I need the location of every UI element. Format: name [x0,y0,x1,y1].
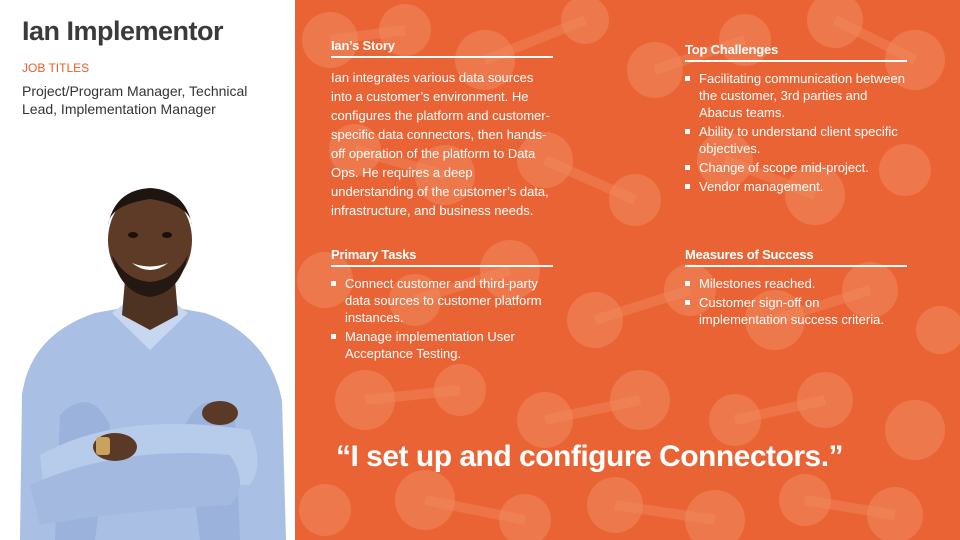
success-section [685,247,907,330]
list-item-text: Manage implementation User Acceptance Testing. [345,329,515,361]
bullet-icon [331,334,336,339]
list-item [685,275,907,292]
challenges-section [685,42,907,197]
list-item-text: Customer sign-off on implementation success criteria. [699,295,884,327]
list-item-text: Vendor management. [699,179,824,194]
bullet-icon [685,184,690,189]
bullet-icon [685,76,690,81]
list-item-text: Milestones reached. [699,276,816,291]
story-heading: Ian’s Story [331,38,553,58]
bullet-icon [685,129,690,134]
bullet-icon [685,300,690,305]
list-item-text: Facilitating communication between the customer, 3rd parties and Abacus teams. [699,71,905,120]
tasks-heading: Primary Tasks [331,247,553,267]
success-heading: Measures of Success [685,247,907,267]
story-section [331,38,553,220]
list-item [685,70,907,121]
list-item [685,294,907,328]
bullet-icon [685,281,690,286]
list-item [685,123,907,157]
list-item-text: Ability to understand client specific objectives. [699,124,898,156]
challenges-heading: Top Challenges [685,42,907,62]
list-item [685,178,907,195]
bullet-icon [331,281,336,286]
list-item [331,275,553,326]
list-item [331,328,553,362]
challenges-list [685,70,907,195]
bullet-icon [685,165,690,170]
persona-panel [0,0,295,540]
tasks-section [331,247,553,364]
story-text: Ian integrates various data sources into a customer’s environment. He configures the platform and customer-specific data connectors, then hands-off operation of the platform to Data Ops. He requires a deep understanding of the customer’s data, infrastructure, and business needs. [331,70,550,218]
persona-name: Ian Implementor [22,16,224,46]
success-list [685,275,907,328]
job-titles-text: Project/Program Manager, Technical Lead, Implementation Manager [22,83,248,117]
persona-quote: “I set up and configure Connectors.” [336,440,844,473]
persona-photo [0,185,295,540]
list-item [685,159,907,176]
tasks-list [331,275,553,362]
list-item-text: Connect customer and third-party data sources to customer platform instances. [345,276,542,325]
job-titles-label: JOB TITLES [22,61,90,75]
list-item-text: Change of scope mid-project. [699,160,869,175]
